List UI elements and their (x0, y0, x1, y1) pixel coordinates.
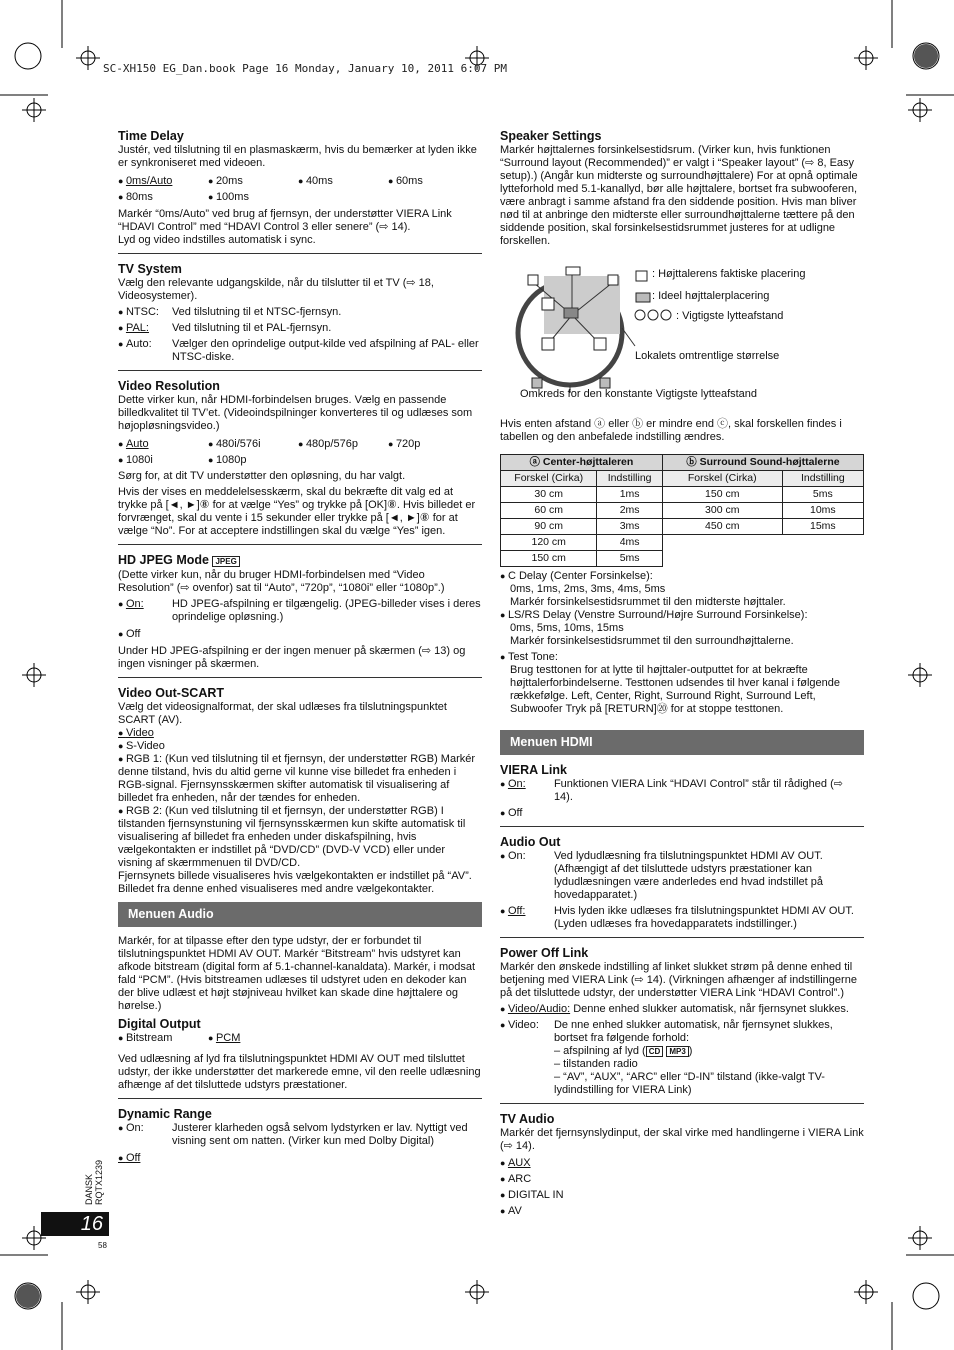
menu-audio-header: Menuen Audio (118, 902, 482, 927)
menu-audio-text: Markér, for at tilpasse efter den type udstyr, der er forbundet til tilslutningspunktet HDMI AV OUT. Markér “Bitstream” hvis udstyret kan afkode bitstream (digital form af 5.1-channel-kanaldata). Markér, i modsat fald “PCM”. (Hvis bitstreamen udlæses til udstyret uden en dekoder kan der blive udlæst et højt støjniveau hvilket kan skade dine højttalere og hørelse.) (118, 935, 476, 1012)
legend-ideal: : Ideel højttalerplacering (652, 290, 770, 302)
page-small-number: 58 (98, 1241, 107, 1250)
tv-system-item[interactable]: ● NTSC: Ved tilslutning til et NTSC-fjernsyn. (118, 306, 482, 319)
tv-system-title: TV System (118, 262, 182, 276)
video-out-item[interactable]: ● Video (118, 727, 482, 740)
left-column (118, 127, 482, 1165)
tv-audio-title: TV Audio (500, 1112, 555, 1126)
speaker-diagram (500, 258, 864, 410)
hd-jpeg-off[interactable]: ● Off (118, 628, 482, 641)
table-row: 30 cm 1ms 150 cm 5ms (501, 487, 864, 503)
video-resolution-title: Video Resolution (118, 379, 220, 393)
power-off-exceptions: – afspilning af lyd ( CD MP3 ) – tilstanden radio – “AV”, “AUX”, “ARC” eller “D-IN” tilstand (ikke-valgt TV-lydindstilling for VIERA Link) (554, 1045, 825, 1096)
viera-link-title: VIERA Link (500, 763, 567, 777)
table-header: ⓐ Center-højttaleren (501, 455, 663, 471)
legend-distance: : Vigtigste lytteafstand (676, 310, 784, 322)
hd-jpeg-on[interactable]: ● On: HD JPEG-afspilning er tilgængelig. (JPEG-billeder vises i deres oprindelige opløsning.) (118, 598, 482, 624)
table-row: 60 cm 2ms 300 cm 10ms (501, 503, 864, 519)
tv-system-item[interactable]: ● Auto: Vælger den oprindelige output-kilde ved afspilning af PAL- eller NTSC-diske. (118, 338, 482, 364)
label-circle: Omkreds for den konstante Vigtigste lytteafstand (520, 388, 758, 400)
option[interactable]: ● 80ms (118, 189, 208, 205)
option[interactable]: ● 720p (388, 436, 478, 452)
label-room-size: Lokalets omtrentlige størrelse (635, 350, 780, 362)
option[interactable]: ● 40ms (298, 173, 388, 189)
option[interactable]: ● AV (500, 1203, 864, 1219)
mp3-tag: MP3 (666, 1046, 688, 1057)
option[interactable]: ● 1080p (208, 452, 298, 468)
table-row: 150 cm 5ms (501, 551, 864, 567)
video-resolution-text: Dette virker kun, når HDMI-forbindelsen bruges. Vælg en passende billedkvalitet til TV’et. (Videoindspilninger konverteres til og udlæses som højopløsningsvideo.) (118, 394, 473, 432)
video-out-item[interactable]: ● RGB 2: (Kun ved tilslutning til et fjernsyn, der understøtter RGB) I tilstanden fjernsynstuning vil fjernsynsskærmen kun skifte automatisk til visualisering af billedet fra enheden under diskafspilning, hvis vælgekontakten er indstillet på “DVD/CD” (DVD-V VCD) eller under visning af skærmmenuen til DVD/CD. (118, 805, 482, 870)
c-delay-values: 0ms, 1ms, 2ms, 3ms, 4ms, 5ms (510, 583, 666, 595)
audio-out-on[interactable]: ● On: Ved lydudlæsning fra tilslutningspunktet HDMI AV OUT. (Afhængigt af det tilsluttede udstyrs præstationer kan lydudlæsningen være anderledes end hvad indstillet på hovedapparatet.) (500, 850, 864, 902)
viera-on[interactable]: ● On: Funktionen VIERA Link “HDAVI Control” står til rådighed (⇨ 14). (500, 778, 864, 804)
dynamic-range-on[interactable]: ● On: Justerer klarheden også selvom lydstyrken er lav. Nyttigt ved visning sent om natten. (Virker kun med Dolby Digital) (118, 1122, 482, 1148)
time-delay-text: Justér, ved tilslutning til en plasmaskærm, hvis du bemærker at lyden ikke er synkroniseret med videoen. (118, 144, 477, 169)
time-delay-note: Markér “0ms/Auto” ved brug af fjernsyn, der understøtter VIERA Link “HDAVI Control” med “HDAVI Control 3 eller senere” (⇨ 14). (118, 208, 452, 233)
dynamic-range-off[interactable]: ● Off (118, 1152, 482, 1165)
audio-out-off[interactable]: ● Off: Hvis lyden ikke udlæses fra tilslutningspunktet HDMI AV OUT. (Lyden udlæses fra hovedapparatets indstillinger.) (500, 905, 864, 931)
tv-audio-options (500, 1155, 864, 1219)
divider (118, 544, 482, 545)
test-tone-desc: Brug testtonen for at lytte til højttaler-outputtet for at bekræfte højttalerforbindelserne. Testtonen udsendes til hver kanal i følgende rækkefølge. Left, Center, Right, Surround Right, Surround Left, Subwoofer Tryk på [RETURN]⑳ for at stoppe testtonen. (510, 664, 840, 715)
video-out-text: Vælg det videosignalformat, der skal udlæses fra tilslutningspunktet SCART (AV). (118, 701, 447, 726)
power-off-video[interactable]: ● Video: De nne enhed slukker automatisk, når fjernsynet slukkes, bortset fra følgende forhold: (500, 1019, 864, 1045)
speaker-note: Hvis enten afstand ⓐ eller ⓑ er mindre end ⓒ, skal forskellen findes i tabellen og den anbefalede indstilling ændres. (500, 418, 842, 443)
tv-system-text: Vælg den relevante udgangskilde, når du tilslutter til et TV (⇨ 18, Videosystemer). (118, 277, 434, 302)
ls-delay-label[interactable]: ● LS/RS Delay (Venstre Surround/Højre Surround Forsinkelse): (500, 609, 864, 622)
option[interactable]: AUX (507, 1157, 531, 1169)
jpeg-tag: JPEG (212, 556, 239, 567)
video-out-title: Video Out-SCART (118, 686, 225, 700)
option[interactable]: Auto (125, 438, 149, 450)
video-resolution-note2: Hvis der vises en meddelelsesskærm, skal du bekræfte dit valg ed at trykke på [◄, ►]⑧ for at vælge “Yes” og trykke på [OK]⑧. Hvis billedet er forvrænget, skal du vente i 15 sekunder eller trykke på [◄, ►]⑧ for at vælge “No”. For at acceptere indstillingen skal du vælge “Yes” igen. (118, 486, 476, 537)
audio-out-title: Audio Out (500, 835, 561, 849)
dynamic-range-title: Dynamic Range (118, 1107, 212, 1121)
option[interactable]: ● 20ms (208, 173, 298, 189)
file-header: SC-XH150 EG_Dan.book Page 16 Monday, January 10, 2011 6:07 PM (103, 62, 507, 75)
option[interactable]: ● DIGITAL IN (500, 1187, 864, 1203)
speaker-settings-text: Markér højttalernes forsinkelsestidsrum. (Virker kun, hvis funktionen “Surround layout (Recommended)” er valgt i “Speaker layout” (⇨ 8, Easy setup).) (Angår kun midterste og surroundhøjttalere) For at opnå optimale lytteforhold med 5.1-kanallyd, bør alle højttalere, bortset fra subwooferen, være anbragt i samme afstand fra den siddende position. Hvis man bliver nød til at anbringe den midterste eller surroundhøjttalerne tættere på den siddende position, skal forsinkelsestidsrummet justeres for at udligne forskellen. (500, 144, 858, 247)
video-out-note: Fjernsynets billede visualiseres hvis vælgekontakten er indstillet på “AV”. Billedet fra denne enhed visualiseres med andre vælgekontakter. (118, 870, 472, 895)
right-column (500, 127, 864, 1219)
power-off-video-audio[interactable]: ● Video/Audio: Denne enhed slukker automatisk, når fjernsynet slukkes. (500, 1003, 864, 1016)
viera-off[interactable]: ● Off (500, 807, 864, 820)
hd-jpeg-title: HD JPEG Mode JPEG (118, 553, 482, 569)
divider (118, 370, 482, 371)
option[interactable]: ● 480p/576p (298, 436, 388, 452)
video-resolution-options (118, 436, 482, 468)
test-tone-label[interactable]: ● Test Tone: (500, 651, 864, 664)
speaker-settings-title: Speaker Settings (500, 129, 602, 143)
video-out-item[interactable]: ● RGB 1: (Kun ved tilslutning til et fjernsyn, der understøtter RGB) Markér denne tilstand, hvis du altid gerne vil kunne vise billedet fra enheden i RGB-signal. Fjernsynsskærmen skifter automatisk til visualisering af billedet fra enheden, når der tændes for enheden. (118, 753, 482, 805)
divider (500, 937, 864, 938)
video-resolution-note: Sørg for, at dit TV understøtter den opløsning, du har valgt. (118, 470, 406, 482)
option[interactable]: PCM (215, 1032, 241, 1044)
c-delay-label[interactable]: ● C Delay (Center Forsinkelse): (500, 570, 864, 583)
menu-hdmi-header: Menuen HDMI (500, 730, 864, 755)
option[interactable]: ● 100ms (208, 189, 298, 205)
digital-output-text: Ved udlæsning af lyd fra tilslutningspunktet HDMI AV OUT med tilsluttet udstyr, der ikke understøtter det markerede emne, vil den reelle udlæsning afhænge af det tilsluttede udstyrs præstationer. (118, 1053, 481, 1091)
digital-output-options (118, 1032, 482, 1045)
table-header: ⓑ Surround Sound-højttalerne (662, 455, 863, 471)
power-off-link-title: Power Off Link (500, 946, 589, 960)
delay-table: ⓐ Center-højttaleren ⓑ Surround Sound-højttalerne Forskel (Cirka) Indstilling Forskel (Cirka) Indstilling 30 cm 1ms 150 cm 5ms 60 cm 2ms 300 cm 10ms 90 cm 3ms 450 cm 15ms 120 cm 4ms 150 cm 5ms (500, 454, 864, 567)
option[interactable]: 0ms/Auto (125, 175, 173, 187)
time-delay-title: Time Delay (118, 129, 184, 143)
ls-delay-desc: Markér forsinkelsestidsrummet til den surroundhøjttalerne. (510, 635, 794, 647)
divider (118, 1098, 482, 1099)
divider (118, 253, 482, 254)
option[interactable]: ● 60ms (388, 173, 478, 189)
page-number-badge: 16 (41, 1212, 109, 1236)
power-off-link-text: Markér den ønskede indstilling af linket slukket strøm på denne enhed til betjening med VIERA Link (⇨ 14). (Virkningen afhænger af indstillingerne på det tilsluttede udstyr, der understøtter VIERA Link “HDAVI Control”.) (500, 961, 857, 999)
option[interactable]: ● 480i/576i (208, 436, 298, 452)
time-delay-options (118, 173, 482, 205)
digital-output-title: Digital Output (118, 1017, 201, 1031)
table-row: 90 cm 3ms 450 cm 15ms (501, 519, 864, 535)
divider (500, 1103, 864, 1104)
ls-delay-values: 0ms, 5ms, 10ms, 15ms (510, 622, 624, 634)
divider (118, 677, 482, 678)
divider (500, 826, 864, 827)
time-delay-note2: Lyd og video indstilles automatisk i sync. (118, 234, 316, 246)
cd-tag: CD (646, 1046, 664, 1057)
legend-actual: : Højttalerens faktiske placering (652, 268, 806, 280)
option[interactable]: ● ARC (500, 1171, 864, 1187)
table-row: 120 cm 4ms (501, 535, 864, 551)
side-language: DANSK RQTX1239 (84, 1159, 104, 1205)
option[interactable]: ● Bitstream (118, 1032, 208, 1045)
c-delay-desc: Markér forsinkelsestidsrummet til den midterste højttaler. (510, 596, 786, 608)
tv-system-item[interactable]: ● PAL: Ved tilslutning til et PAL-fjernsyn. (118, 322, 482, 335)
video-out-item[interactable]: ● S-Video (118, 740, 482, 753)
hd-jpeg-note: Under HD JPEG-afspilning er der ingen menuer på skærmen (⇨ 13) og ingen visninger på skærmen. (118, 645, 466, 670)
tv-audio-text: Markér det fjernsynslydinput, der skal virke med handlingerne i VIERA Link (⇨ 14). (500, 1127, 864, 1152)
option[interactable]: ● 1080i (118, 452, 208, 468)
hd-jpeg-text: (Dette virker kun, når du bruger HDMI-forbindelsen med “Video Resolution” (⇨ ovenfor) sat til “Auto”, “720p”, “1080i” eller “1080p”.) (118, 569, 445, 594)
